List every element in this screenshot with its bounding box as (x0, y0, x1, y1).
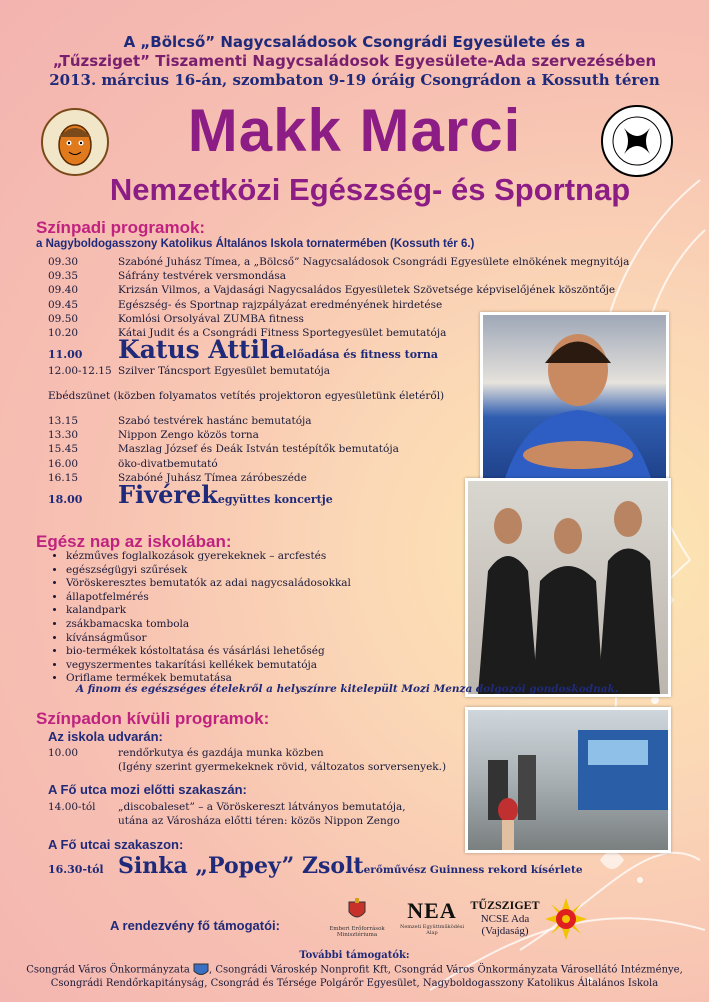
yard-time: 10.00 (48, 747, 79, 759)
footer-line-2: Csongrádi Rendőrkapitányság, Csongrád és Térsége Polgárőr Egyesület, Nagyboldogasszony Katolikus Általános Iskola (50, 978, 659, 989)
header-line-1: A „Bölcső” Nagycsaládosok Csongrádi Egyesülete és a (123, 33, 586, 51)
stage-heading: Színpadi programok: (36, 218, 206, 237)
cinema-line-2: utána az Városháza előtti téren: közös Nippon Zengo (118, 815, 400, 827)
list-item: 09.35 Sáfrány testvérek versmondása (48, 270, 286, 283)
coat-of-arms-icon (347, 898, 367, 922)
list-item: 16.00 öko-divatbemutató (48, 457, 218, 470)
school-heading: Egész nap az iskolában: (36, 532, 232, 551)
footer-heading: További támogatók: (299, 950, 410, 961)
header-line-3: 2013. március 16-án, szombaton 9-19 óráig Csongrádon a Kossuth téren (49, 71, 660, 89)
list-item: 09.45 Egészség- és Sportnap rajzpályázat eredményének hirdetése (48, 298, 443, 311)
sun-logo (545, 898, 587, 940)
event-title: Makk Marci (187, 97, 522, 164)
list-item: • kívánságműsor (66, 632, 468, 646)
list-item: 09.50 Komlósi Orsolyával ZUMBA fitness (48, 312, 304, 325)
csongrad-coat-of-arms-icon (193, 963, 209, 977)
list-item: 13.30 Nippon Zengo közös torna (48, 429, 259, 442)
tuzsziget-logo: TŰZSZIGET NCSE Ada (Vajdaság) (470, 898, 540, 937)
cinema-line-1: „discobaleset” – a Vöröskereszt látványos bemutatója, (118, 801, 406, 813)
list-item: 10.20 Kátai Judit és a Csongrádi Fitness Sportegyesület bemutatója (48, 327, 447, 340)
list-item: 09.30 Szabóné Juhász Tímea, a „Bölcső” Nagycsaládosok Csongrádi Egyesülete elnökének megnyitója (48, 256, 630, 268)
header-line-2: „Tűzsziget” Tiszamenti Nagycsaládosok Egyesülete-Ada szervezésében (52, 52, 657, 70)
sponsors-label: A rendezvény fő támogatói: (110, 918, 280, 933)
catering-note: A finom és egészséges ételekről a helyszínre kitelepült Mozi Menza dolgozói gondoskodnak. (76, 683, 619, 695)
school-list (48, 550, 468, 686)
katus-attila-row: 11.00 Katus Attilaelőadása és fitness torna (48, 335, 438, 364)
list-item: • bio-termékek kóstoltatása és vásárlási lehetőség (66, 645, 468, 659)
main-street-heading: A Fő utcai szakaszon: (48, 837, 184, 852)
nea-logo: NEA Nemzeti Együttműködési Alap (399, 898, 465, 936)
yard-heading: Az iskola udvarán: (48, 729, 163, 744)
lunch-break: Ebédszünet (közben folyamatos vetítés projektoron egyesületünk életéről) (48, 390, 445, 402)
event-subtitle: Nemzetközi Egészség- és Sportnap (109, 172, 631, 207)
list-item: 12.00-12.15 Szilver Táncsport Egyesület bemutatója (48, 365, 331, 377)
sinka-row: 16.30-tól Sinka „Popey” Zsolterőművész Guinness rekord kísérlete (48, 853, 583, 879)
emmi-logo: Emberi Erőforrások Minisztériuma (322, 898, 392, 938)
list-item: • zsákbamacska tombola (66, 618, 468, 632)
list-item: • vegyszermentes takarítási kellékek bemutatója (66, 659, 468, 673)
cinema-heading: A Fő utca mozi előtti szakaszán: (48, 782, 247, 797)
cinema-time: 14.00-tól (48, 801, 96, 813)
list-item: • egészségügyi szűrések (66, 564, 468, 578)
yard-line-2: (Igény szerint gyermekeknek rövid, változatos sorversenyek.) (118, 761, 447, 773)
list-item: 13.15 Szabó testvérek hastánc bemutatója (48, 415, 312, 427)
stage-venue: a Nagyboldogasszony Katolikus Általános Iskola tornatermében (Kossuth tér 6.) (36, 238, 475, 250)
footer-line-1: Csongrád Város Önkormányzata , Csongrádi Városkép Nonprofit Kft, Csongrád Város Önkormányzata Városellátó Intézménye, (26, 964, 683, 976)
outside-heading: Színpadon kívüli programok: (36, 709, 270, 728)
list-item: 09.40 Krizsán Vilmos, a Vajdasági Nagycsaládos Egyesületek Szövetsége képviselőjének köszöntője (48, 284, 616, 297)
katus-attila-photo (480, 312, 669, 488)
fiverek-photo (465, 478, 671, 697)
yard-line-1: rendőrkutya és gazdája munka közben (118, 747, 324, 759)
list-item: • Oriflame termékek bemutatása (66, 672, 468, 686)
list-item: • kalandpark (66, 604, 468, 618)
stage-list-afternoon (48, 414, 448, 485)
list-item: • Vöröskeresztes bemutatók az adai nagycsaládosokkal (66, 577, 468, 591)
list-item: • állapotfelmérés (66, 591, 468, 605)
fiverek-row: 18.00 Fivérekegyüttes koncertje (48, 480, 333, 509)
sinka-photo (465, 707, 671, 853)
list-item: • kézműves foglalkozások gyerekeknek – arcfestés (66, 550, 468, 564)
list-item: 15.45 Maszlag József és Deák István testépítők bemutatója (48, 443, 399, 456)
list-item: 16.15 Szabóné Juhász Tímea záróbeszéde (48, 471, 307, 484)
